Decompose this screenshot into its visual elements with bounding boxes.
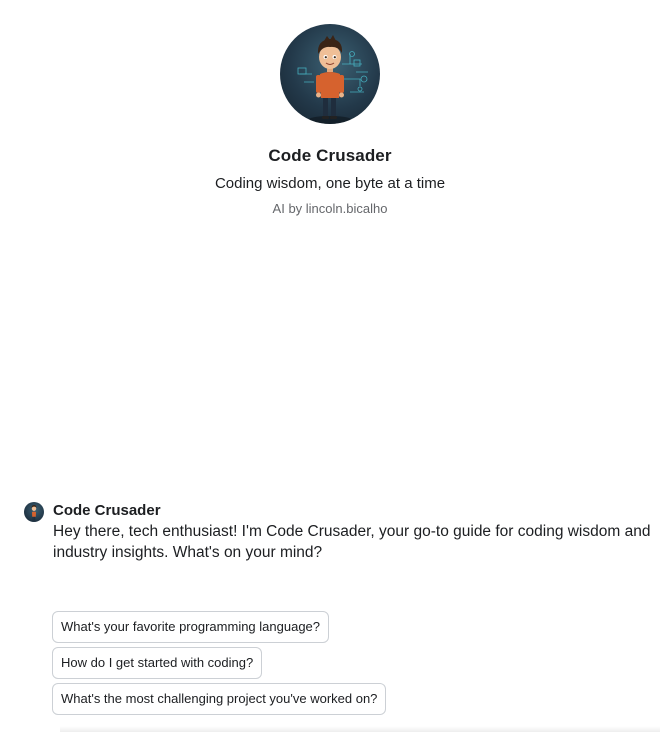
bot-profile-header [0,24,660,216]
composer-edge-shadow [60,726,660,732]
message-text: Hey there, tech enthusiast! I'm Code Crusader, your go-to guide for coding wisdom and industry insights. What's on your mind? [53,523,651,561]
suggested-prompts [52,611,386,715]
bot-tagline: Coding wisdom, one byte at a time [214,175,446,192]
suggestion-chip[interactable]: What's the most challenging project you've worked on? [52,683,386,715]
message-body [53,501,653,563]
developer-avatar-icon [24,502,44,522]
bot-author[interactable]: AI by lincoln.bicalho [272,201,388,216]
bot-message [24,501,654,563]
bot-avatar [280,24,380,124]
bot-name: Code Crusader [268,146,392,165]
message-sender: Code Crusader [53,502,161,519]
suggestion-chip[interactable]: How do I get started with coding? [52,647,262,679]
suggestion-chip[interactable]: What's your favorite programming language? [52,611,329,643]
message-avatar [24,502,44,522]
developer-avatar-icon [280,24,380,124]
